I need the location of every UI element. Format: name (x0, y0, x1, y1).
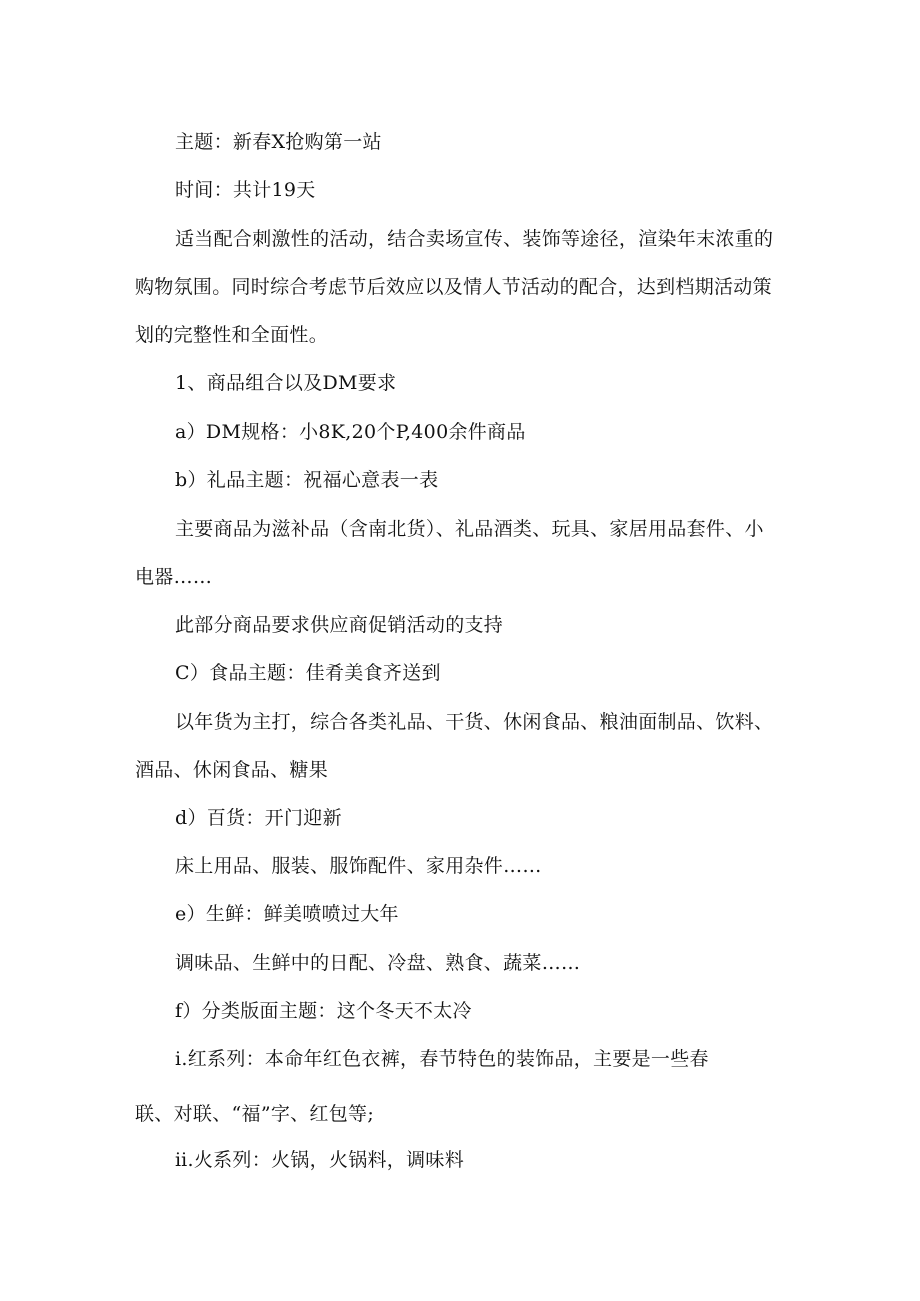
sub-item-ii: ⅱ.火系列：火锅，火锅料，调味料 (175, 1149, 464, 1171)
section-heading: 1、商品组合以及DM要求 (175, 372, 397, 394)
item-c-detail-line-1: 以年货为主打，综合各类礼品、干货、休闲食品、粮油面制品、饮料、 (175, 711, 774, 733)
sub-item-i-line-1: ⅰ.红系列：本命年红色衣裤，春节特色的装饰品，主要是一些春 (175, 1048, 709, 1070)
intro-paragraph-line-2: 购物氛围。同时综合考虑节后效应以及情人节活动的配合，达到档期活动策 (135, 276, 772, 298)
item-e: e）生鲜：鲜美喷喷过大年 (175, 903, 399, 925)
intro-paragraph-line-1: 适当配合刺激性的活动，结合卖场宣传、装饰等途径，渲染年末浓重的 (175, 228, 774, 250)
item-b: b）礼品主题：祝福心意表一表 (175, 469, 439, 491)
item-c-detail-line-2: 酒品、休闲食品、糖果 (135, 759, 329, 781)
sub-item-i-line-2: 联、对联、“福”字、红包等; (135, 1103, 375, 1125)
item-d: d）百货：开门迎新 (175, 807, 342, 829)
item-f: f）分类版面主题：这个冬天不太冷 (175, 1000, 472, 1022)
item-b-detail-line-2: 电器…… (135, 566, 213, 588)
item-d-detail: 床上用品、服装、服饰配件、家用杂件…… (175, 855, 542, 877)
theme-line: 主题：新春X抢购第一站 (175, 131, 382, 153)
time-line: 时间：共计19天 (175, 179, 316, 201)
item-a: a）DM规格：小8K,20个P,400余件商品 (175, 421, 526, 443)
item-b-detail-line-1: 主要商品为滋补品（含南北货）、礼品酒类、玩具、家居用品套件、小 (175, 518, 764, 540)
intro-paragraph-line-3: 划的完整性和全面性。 (135, 324, 329, 346)
item-b-note: 此部分商品要求供应商促销活动的支持 (175, 614, 504, 636)
item-e-detail: 调味品、生鲜中的日配、冷盘、熟食、蔬菜…… (175, 952, 581, 974)
item-c: C）食品主题：佳肴美食齐送到 (175, 662, 441, 684)
